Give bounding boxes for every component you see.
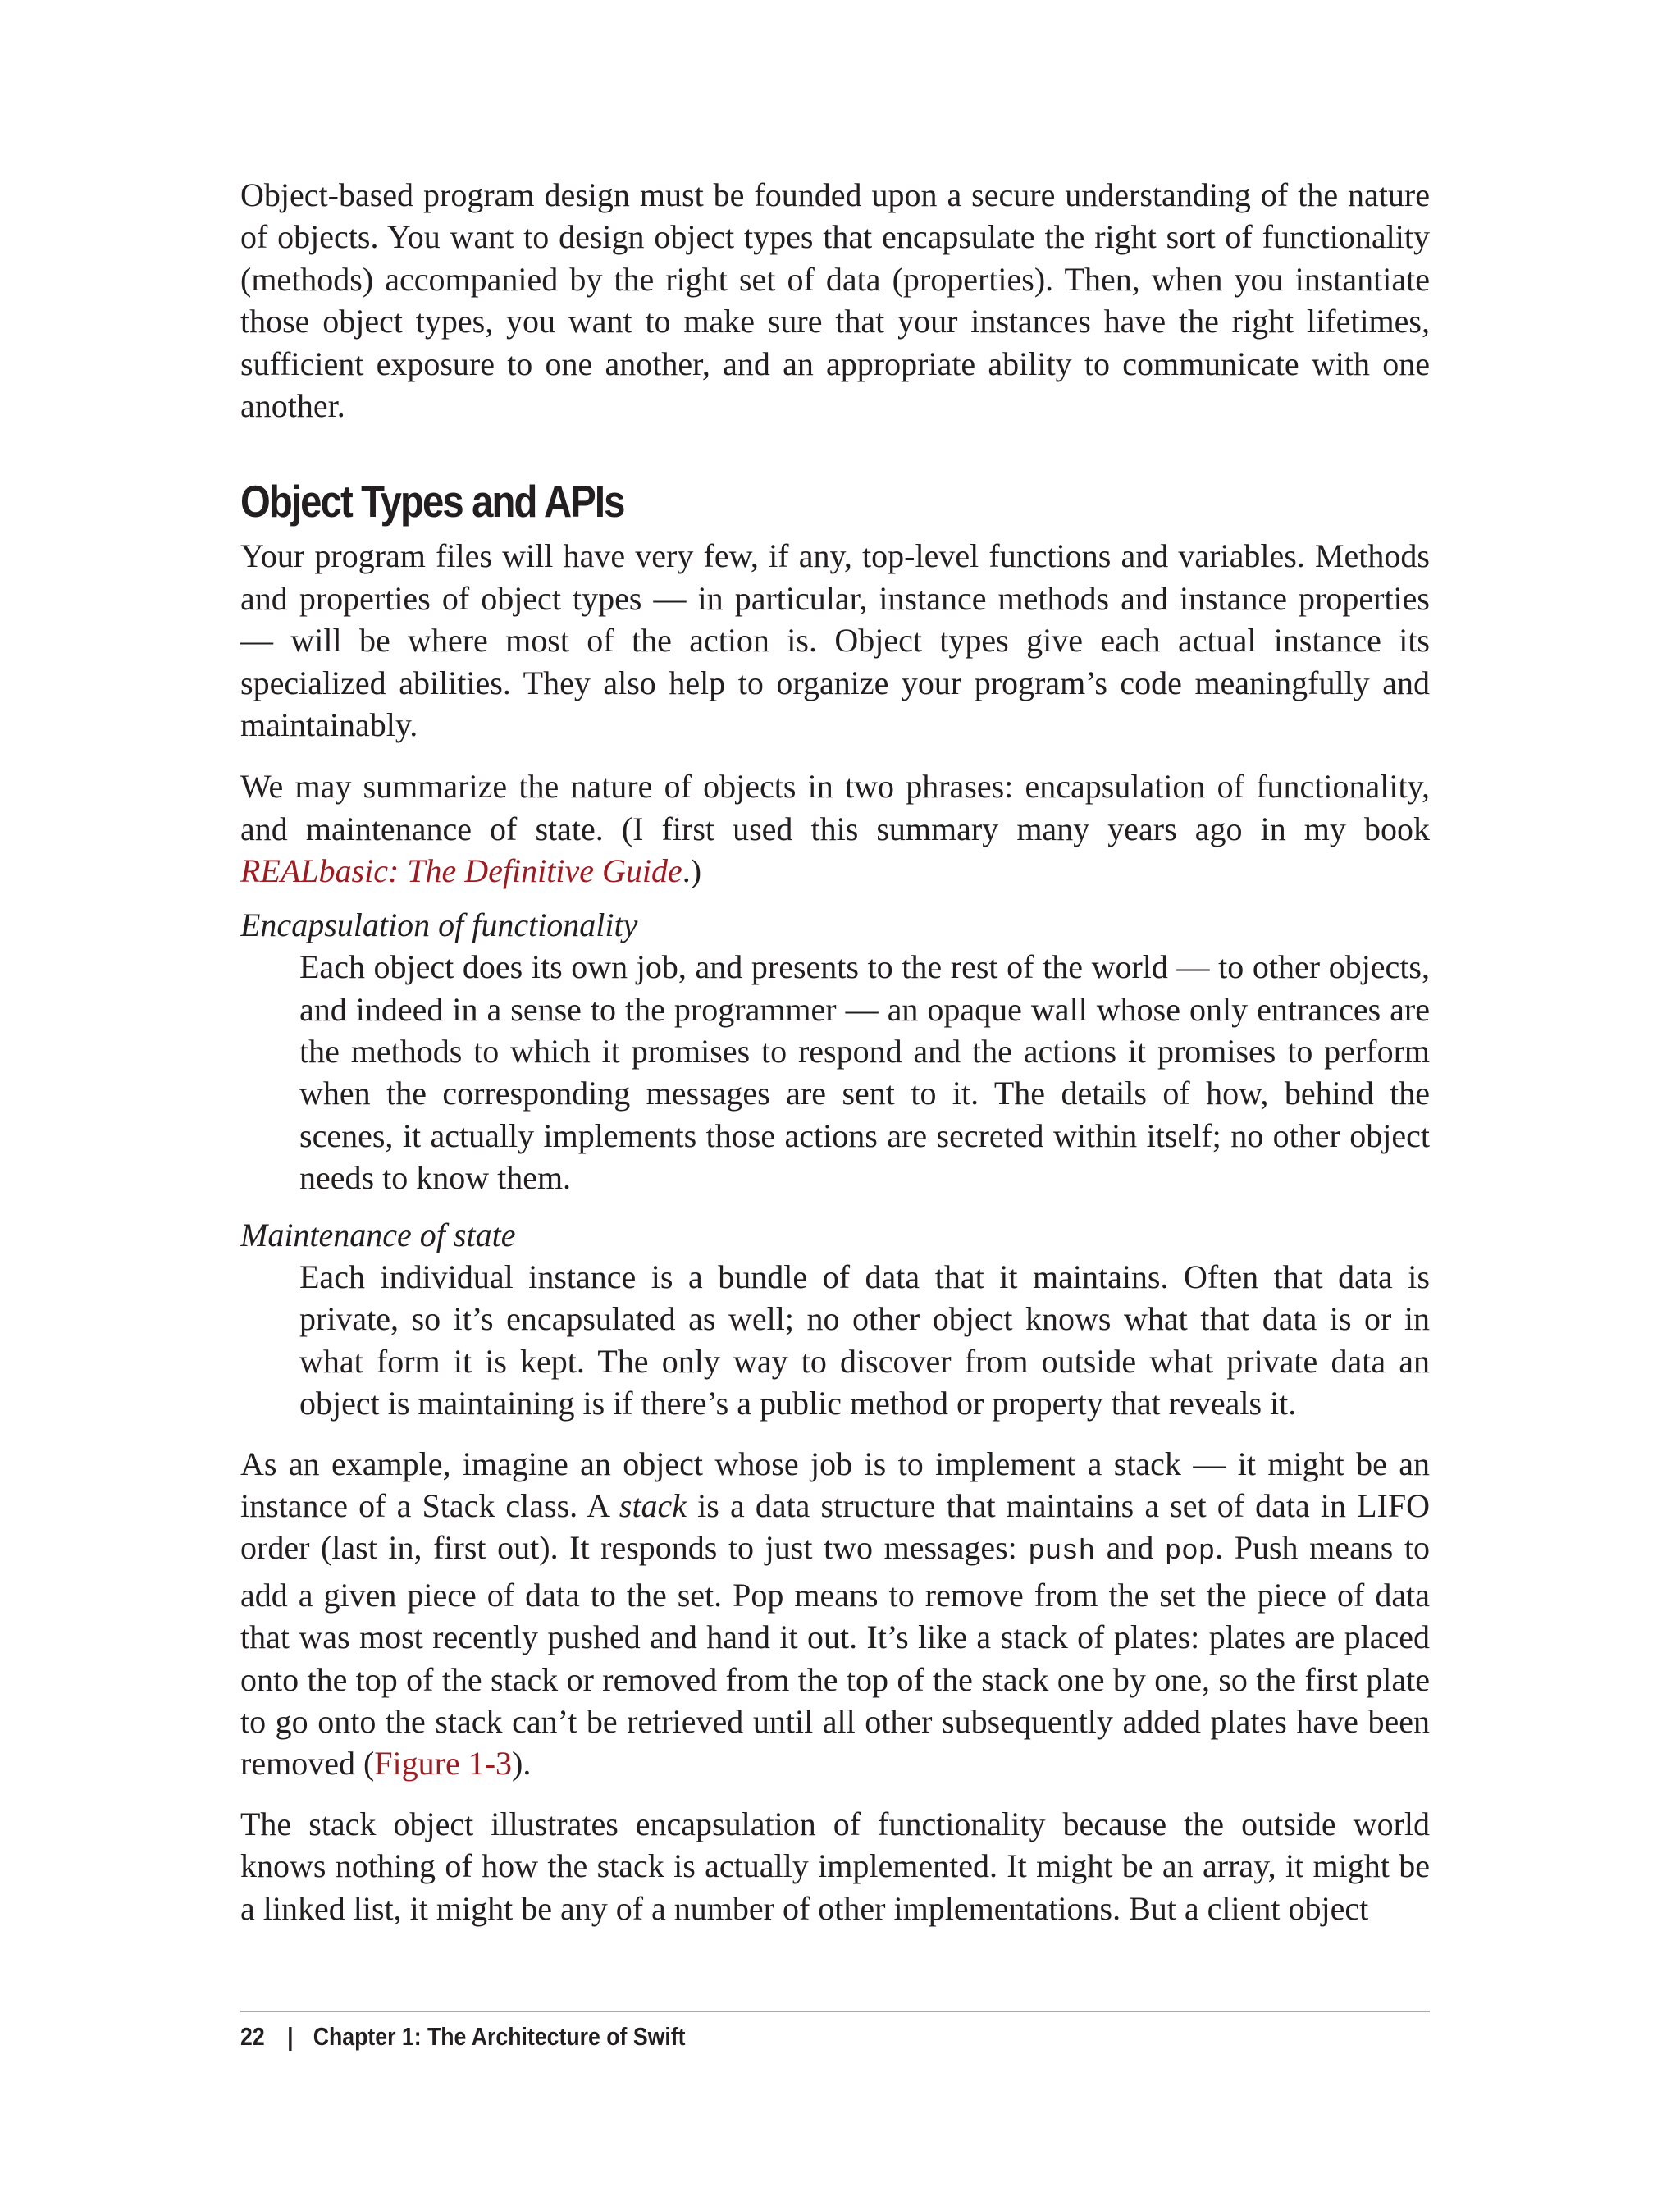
intro-paragraph: Object-based program design must be founded upon a secure understanding of the nature of objects. You want to design object types that encapsulate the right sort of functionality (methods) accompanied by the right set of data (properties). Then, when you instantiate those object types, you want to make sure that your instances have the right lifetimes, sufficient exposure to one another, and an appropriate ability to communicate with one another. bbox=[240, 176, 1430, 425]
section-heading: Object Types and APIs bbox=[240, 476, 624, 527]
footer-separator: | bbox=[287, 2022, 294, 2051]
paragraph-gap bbox=[240, 892, 1430, 904]
chapter-title: Chapter 1: The Architecture of Swift bbox=[313, 2022, 686, 2051]
code-pop: pop bbox=[1164, 1536, 1216, 1568]
book-title-link[interactable]: REALbasic: The Definitive Guide bbox=[240, 852, 682, 890]
paragraph-stack-object: The stack object illustrates encapsulation of functionality because the outside world knows nothing of how the stack is actually implemented. It might be an array, it might be a linked list, it might be any of a number of other implementations. But a client object bbox=[240, 1805, 1430, 1927]
page-content bbox=[240, 174, 1430, 1929]
definition-text-encapsulation: Each object does its own job, and presents to the rest of the world — to other objects, and indeed in a sense to the programmer — an opaque wall whose only entrances are the methods to which it promises to respond and the actions it promises to perform when the corresponding messages are sent to it. The details of how, behind the scenes, it actually implements those actions are secreted within itself; no other object needs to know them. bbox=[299, 948, 1430, 1197]
figure-link[interactable]: Figure 1-3 bbox=[374, 1745, 513, 1783]
paragraph-gap bbox=[240, 1199, 1430, 1214]
stack-text-2: is a data structure that maintains a set of data in LIFO order (last in, first out). It responds to just two messages: bbox=[240, 1486, 1430, 1567]
page-footer bbox=[240, 2020, 685, 2053]
summary-text-end: .) bbox=[682, 852, 702, 890]
page-number: 22 bbox=[240, 2022, 265, 2051]
paragraph-summary bbox=[240, 765, 1430, 892]
paragraph-gap bbox=[240, 746, 1430, 765]
definition-term-state: Maintenance of state bbox=[240, 1216, 516, 1253]
stack-term: stack bbox=[619, 1486, 687, 1524]
paragraph-gap bbox=[240, 1785, 1430, 1803]
footer-rule bbox=[240, 2011, 1430, 2012]
stack-text-1: As an example, imagine an object whose job is to implement a stack — it might be an instance of a Stack class. A bbox=[240, 1445, 1430, 1524]
paragraph-stack-example bbox=[240, 1443, 1430, 1785]
code-push: push bbox=[1028, 1536, 1095, 1568]
stack-text-and: and bbox=[1094, 1529, 1165, 1567]
stack-text-3: . Push means to add a given piece of data to the set. Pop means to remove from the set the piece of data that was most recently pushed and hand it out. It’s like a stack of plates: plates are placed onto the top of the stack or removed from the top of the stack one by one, so the first plate to go onto the stack can’t be retrieved until all other subsequently added plates have been removed ( bbox=[240, 1529, 1430, 1783]
definition-term-encapsulation: Encapsulation of functionality bbox=[240, 906, 638, 943]
stack-text-4: ). bbox=[512, 1745, 532, 1783]
summary-text: We may summarize the nature of objects in two phrases: encapsulation of functionality, and maintenance of state. (I first used this summary many years ago in my book bbox=[240, 768, 1430, 847]
definition-text-state: Each individual instance is a bundle of data that it maintains. Often that data is private, so it’s encapsulated as well; no other object knows what that data is or in what form it is kept. The only way to discover from outside what private data an object is maintaining is if there’s a public method or property that reveals it. bbox=[299, 1258, 1430, 1422]
paragraph-gap bbox=[240, 1425, 1430, 1443]
paragraph-top-level: Your program files will have very few, if any, top-level functions and variables. Methods and properties of object types — in particular, instance methods and instance properties — will be where most of the action is. Object types give each actual instance its specialized abilities. They also help to organize your program’s code meaningfully and maintainably. bbox=[240, 537, 1430, 744]
